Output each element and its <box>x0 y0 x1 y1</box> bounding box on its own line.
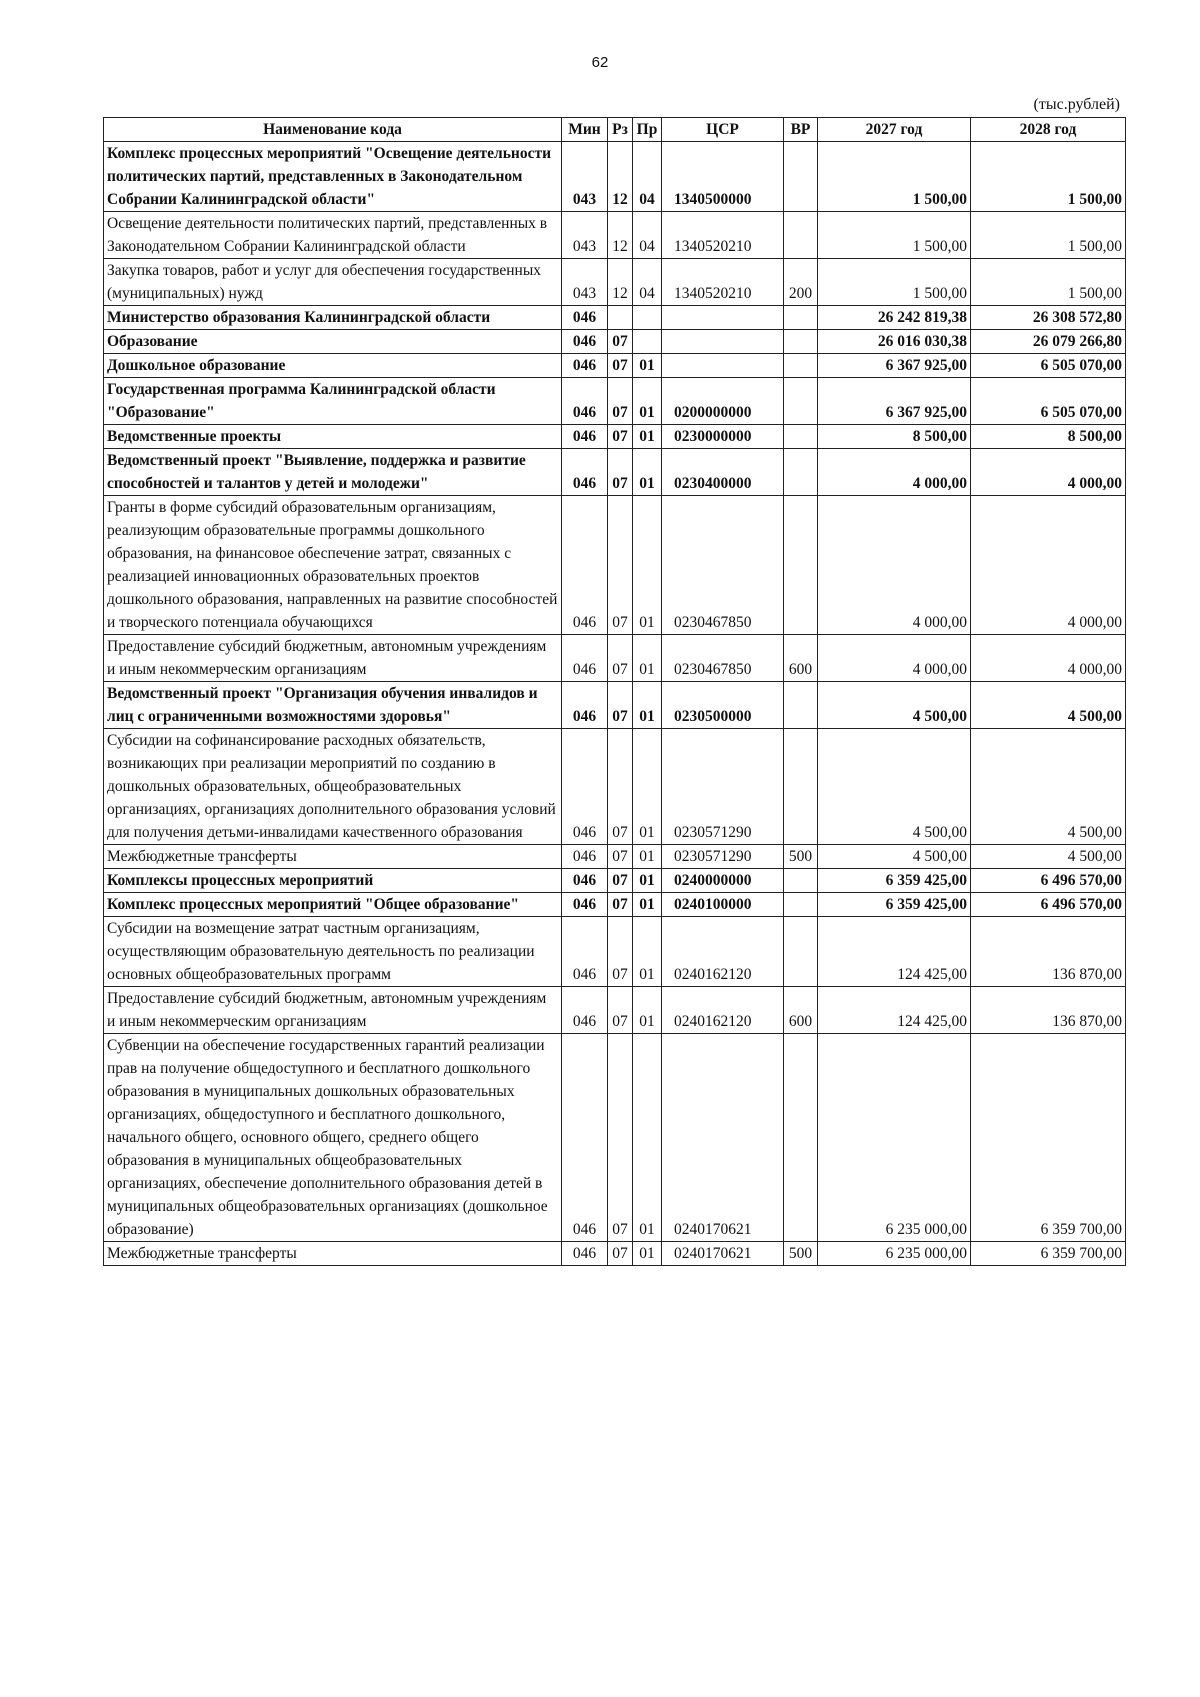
cell-rz: 07 <box>608 845 633 869</box>
cell-min: 046 <box>562 1242 608 1266</box>
cell-min: 046 <box>562 987 608 1034</box>
cell-csr: 1340500000 <box>662 142 784 212</box>
cell-pr: 04 <box>633 142 662 212</box>
header-vr: ВР <box>784 118 818 142</box>
cell-2027: 4 500,00 <box>818 729 971 845</box>
table-row <box>104 259 1126 306</box>
cell-vr <box>784 893 818 917</box>
cell-rz: 07 <box>608 682 633 729</box>
cell-rz: 07 <box>608 378 633 425</box>
cell-2028: 136 870,00 <box>971 987 1126 1034</box>
cell-vr <box>784 330 818 354</box>
cell-csr: 0230571290 <box>662 729 784 845</box>
table-row <box>104 682 1126 729</box>
cell-2028: 6 359 700,00 <box>971 1034 1126 1242</box>
cell-vr <box>784 425 818 449</box>
table-body <box>104 142 1126 1266</box>
cell-pr: 01 <box>633 1034 662 1242</box>
cell-name: Субсидии на возмещение затрат частным организациям, осуществляющим образовательную деятельность по реализации основных общеобразовательных программ <box>104 917 562 987</box>
cell-pr: 01 <box>633 378 662 425</box>
cell-vr <box>784 1034 818 1242</box>
page-number: 62 <box>591 54 609 71</box>
cell-name: Ведомственный проект "Выявление, поддержка и развитие способностей и талантов у детей и молодежи" <box>104 449 562 496</box>
cell-pr: 01 <box>633 893 662 917</box>
budget-table <box>103 117 1126 1266</box>
cell-pr: 01 <box>633 354 662 378</box>
cell-pr: 01 <box>633 635 662 682</box>
cell-2027: 26 242 819,38 <box>818 306 971 330</box>
cell-pr: 01 <box>633 845 662 869</box>
cell-name: Субсидии на софинансирование расходных обязательств, возникающих при реализации мероприятий по созданию в дошкольных образовательных, общеобразовательных организациях, организациях дополнительного образования условий для получения детьми-инвалидами качественного образования <box>104 729 562 845</box>
cell-min: 046 <box>562 330 608 354</box>
cell-pr: 01 <box>633 729 662 845</box>
cell-name: Освещение деятельности политических партий, представленных в Законодательном Собрании Калининградской области <box>104 212 562 259</box>
cell-vr <box>784 354 818 378</box>
cell-pr: 01 <box>633 1242 662 1266</box>
cell-2028: 26 079 266,80 <box>971 330 1126 354</box>
cell-pr: 01 <box>633 682 662 729</box>
cell-2028: 1 500,00 <box>971 212 1126 259</box>
cell-csr: 1340520210 <box>662 259 784 306</box>
cell-vr <box>784 729 818 845</box>
cell-2028: 4 000,00 <box>971 496 1126 635</box>
cell-pr: 04 <box>633 259 662 306</box>
cell-min: 043 <box>562 259 608 306</box>
cell-name: Комплексы процессных мероприятий <box>104 869 562 893</box>
cell-rz: 07 <box>608 893 633 917</box>
cell-min: 046 <box>562 869 608 893</box>
cell-min: 046 <box>562 449 608 496</box>
cell-rz: 12 <box>608 259 633 306</box>
cell-min: 046 <box>562 306 608 330</box>
cell-min: 046 <box>562 378 608 425</box>
cell-rz: 07 <box>608 1242 633 1266</box>
cell-vr <box>784 917 818 987</box>
cell-name: Субвенции на обеспечение государственных гарантий реализации прав на получение общедоступного и бесплатного дошкольного образования в муниципальных дошкольных образовательных организациях, общедоступного и бесплатного дошкольного, начального общего, основного общего, среднего общего образования в муниципальных общеобразовательных организациях, обеспечение дополнительного образования детей в муниципальных общеобразовательных организациях (дошкольное образование) <box>104 1034 562 1242</box>
cell-vr: 600 <box>784 987 818 1034</box>
cell-name: Комплекс процессных мероприятий "Общее образование" <box>104 893 562 917</box>
cell-2027: 6 235 000,00 <box>818 1242 971 1266</box>
header-2027: 2027 год <box>818 118 971 142</box>
cell-name: Дошкольное образование <box>104 354 562 378</box>
cell-min: 046 <box>562 917 608 987</box>
cell-2027: 1 500,00 <box>818 259 971 306</box>
cell-min: 046 <box>562 635 608 682</box>
table-row <box>104 354 1126 378</box>
cell-vr <box>784 306 818 330</box>
header-rz: Рз <box>608 118 633 142</box>
cell-csr: 0240162120 <box>662 987 784 1034</box>
cell-rz: 07 <box>608 354 633 378</box>
cell-2027: 8 500,00 <box>818 425 971 449</box>
cell-csr: 0230000000 <box>662 425 784 449</box>
cell-2027: 6 367 925,00 <box>818 354 971 378</box>
cell-2028: 6 505 070,00 <box>971 354 1126 378</box>
cell-vr: 200 <box>784 259 818 306</box>
cell-rz: 07 <box>608 330 633 354</box>
cell-name: Предоставление субсидий бюджетным, автономным учреждениям и иным некоммерческим организациям <box>104 987 562 1034</box>
cell-vr <box>784 142 818 212</box>
cell-csr <box>662 330 784 354</box>
cell-2028: 4 000,00 <box>971 449 1126 496</box>
cell-pr: 01 <box>633 987 662 1034</box>
cell-vr: 600 <box>784 635 818 682</box>
cell-pr: 01 <box>633 449 662 496</box>
table-row <box>104 845 1126 869</box>
cell-2027: 6 359 425,00 <box>818 893 971 917</box>
cell-csr: 0240170621 <box>662 1034 784 1242</box>
cell-2027: 1 500,00 <box>818 142 971 212</box>
cell-csr: 0200000000 <box>662 378 784 425</box>
cell-2027: 6 359 425,00 <box>818 869 971 893</box>
header-csr: ЦСР <box>662 118 784 142</box>
table-row <box>104 1242 1126 1266</box>
cell-min: 046 <box>562 729 608 845</box>
cell-vr <box>784 496 818 635</box>
cell-vr <box>784 869 818 893</box>
cell-vr: 500 <box>784 845 818 869</box>
cell-pr: 01 <box>633 425 662 449</box>
cell-pr: 04 <box>633 212 662 259</box>
cell-rz: 07 <box>608 729 633 845</box>
cell-min: 046 <box>562 425 608 449</box>
cell-name: Гранты в форме субсидий образовательным организациям, реализующим образовательные программы дошкольного образования, на финансовое обеспечение затрат, связанных с реализацией инновационных образовательных проектов дошкольного образования, направленных на развитие способностей и творческого потенциала обучающихся <box>104 496 562 635</box>
cell-rz: 07 <box>608 449 633 496</box>
cell-min: 046 <box>562 845 608 869</box>
cell-2027: 26 016 030,38 <box>818 330 971 354</box>
cell-min: 046 <box>562 1034 608 1242</box>
cell-pr: 01 <box>633 917 662 987</box>
cell-2028: 136 870,00 <box>971 917 1126 987</box>
cell-csr: 0230500000 <box>662 682 784 729</box>
cell-pr: 01 <box>633 869 662 893</box>
cell-2028: 6 496 570,00 <box>971 893 1126 917</box>
cell-min: 043 <box>562 142 608 212</box>
cell-2027: 124 425,00 <box>818 987 971 1034</box>
cell-2028: 1 500,00 <box>971 142 1126 212</box>
cell-vr: 500 <box>784 1242 818 1266</box>
cell-2028: 4 500,00 <box>971 682 1126 729</box>
cell-2028: 26 308 572,80 <box>971 306 1126 330</box>
cell-rz: 07 <box>608 496 633 635</box>
cell-2028: 8 500,00 <box>971 425 1126 449</box>
cell-vr <box>784 449 818 496</box>
cell-2027: 4 000,00 <box>818 635 971 682</box>
cell-csr: 1340520210 <box>662 212 784 259</box>
header-name: Наименование кода <box>104 118 562 142</box>
cell-2027: 1 500,00 <box>818 212 971 259</box>
cell-csr: 0240162120 <box>662 917 784 987</box>
cell-rz <box>608 306 633 330</box>
cell-pr <box>633 306 662 330</box>
cell-rz: 07 <box>608 987 633 1034</box>
cell-min: 046 <box>562 354 608 378</box>
table-row <box>104 635 1126 682</box>
cell-csr: 0230467850 <box>662 635 784 682</box>
cell-2027: 4 500,00 <box>818 845 971 869</box>
cell-vr <box>784 378 818 425</box>
cell-name: Предоставление субсидий бюджетным, автономным учреждениям и иным некоммерческим организациям <box>104 635 562 682</box>
cell-name: Образование <box>104 330 562 354</box>
cell-rz: 12 <box>608 142 633 212</box>
table-row <box>104 1034 1126 1242</box>
cell-min: 046 <box>562 893 608 917</box>
cell-name: Министерство образования Калининградской области <box>104 306 562 330</box>
cell-csr <box>662 306 784 330</box>
cell-csr: 0230467850 <box>662 496 784 635</box>
cell-rz: 07 <box>608 869 633 893</box>
cell-vr <box>784 682 818 729</box>
cell-2028: 1 500,00 <box>971 259 1126 306</box>
cell-name: Межбюджетные трансферты <box>104 1242 562 1266</box>
header-min: Мин <box>562 118 608 142</box>
cell-2028: 6 505 070,00 <box>971 378 1126 425</box>
table-row <box>104 306 1126 330</box>
cell-2028: 4 500,00 <box>971 845 1126 869</box>
cell-2028: 6 359 700,00 <box>971 1242 1126 1266</box>
table-row <box>104 917 1126 987</box>
table-row <box>104 987 1126 1034</box>
table-row <box>104 142 1126 212</box>
cell-2028: 4 500,00 <box>971 729 1126 845</box>
cell-pr: 01 <box>633 496 662 635</box>
table-row <box>104 330 1126 354</box>
cell-csr <box>662 354 784 378</box>
cell-2027: 4 500,00 <box>818 682 971 729</box>
cell-2028: 4 000,00 <box>971 635 1126 682</box>
cell-2027: 4 000,00 <box>818 496 971 635</box>
table-row <box>104 893 1126 917</box>
cell-rz: 07 <box>608 917 633 987</box>
cell-name: Ведомственные проекты <box>104 425 562 449</box>
table-row <box>104 729 1126 845</box>
cell-name: Комплекс процессных мероприятий "Освещение деятельности политических партий, представленных в Законодательном Собрании Калининградской области" <box>104 142 562 212</box>
cell-2027: 124 425,00 <box>818 917 971 987</box>
cell-csr: 0230400000 <box>662 449 784 496</box>
cell-min: 043 <box>562 212 608 259</box>
header-2028: 2028 год <box>971 118 1126 142</box>
table-row <box>104 496 1126 635</box>
cell-name: Ведомственный проект "Организация обучения инвалидов и лиц с ограниченными возможностями здоровья" <box>104 682 562 729</box>
cell-csr: 0240170621 <box>662 1242 784 1266</box>
cell-min: 046 <box>562 682 608 729</box>
cell-name: Государственная программа Калининградской области "Образование" <box>104 378 562 425</box>
cell-rz: 07 <box>608 1034 633 1242</box>
cell-vr <box>784 212 818 259</box>
cell-pr <box>633 330 662 354</box>
cell-csr: 0240100000 <box>662 893 784 917</box>
cell-2027: 4 000,00 <box>818 449 971 496</box>
table-row <box>104 212 1126 259</box>
cell-name: Закупка товаров, работ и услуг для обеспечения государственных (муниципальных) нужд <box>104 259 562 306</box>
cell-rz: 12 <box>608 212 633 259</box>
cell-min: 046 <box>562 496 608 635</box>
unit-note: (тыс.рублей) <box>1033 96 1120 113</box>
table-row <box>104 449 1126 496</box>
cell-2027: 6 235 000,00 <box>818 1034 971 1242</box>
table-header-row <box>104 118 1126 142</box>
header-pr: Пр <box>633 118 662 142</box>
cell-2028: 6 496 570,00 <box>971 869 1126 893</box>
table-row <box>104 425 1126 449</box>
cell-csr: 0240000000 <box>662 869 784 893</box>
cell-rz: 07 <box>608 635 633 682</box>
cell-rz: 07 <box>608 425 633 449</box>
cell-name: Межбюджетные трансферты <box>104 845 562 869</box>
cell-2027: 6 367 925,00 <box>818 378 971 425</box>
cell-csr: 0230571290 <box>662 845 784 869</box>
table-row <box>104 869 1126 893</box>
table-row <box>104 378 1126 425</box>
